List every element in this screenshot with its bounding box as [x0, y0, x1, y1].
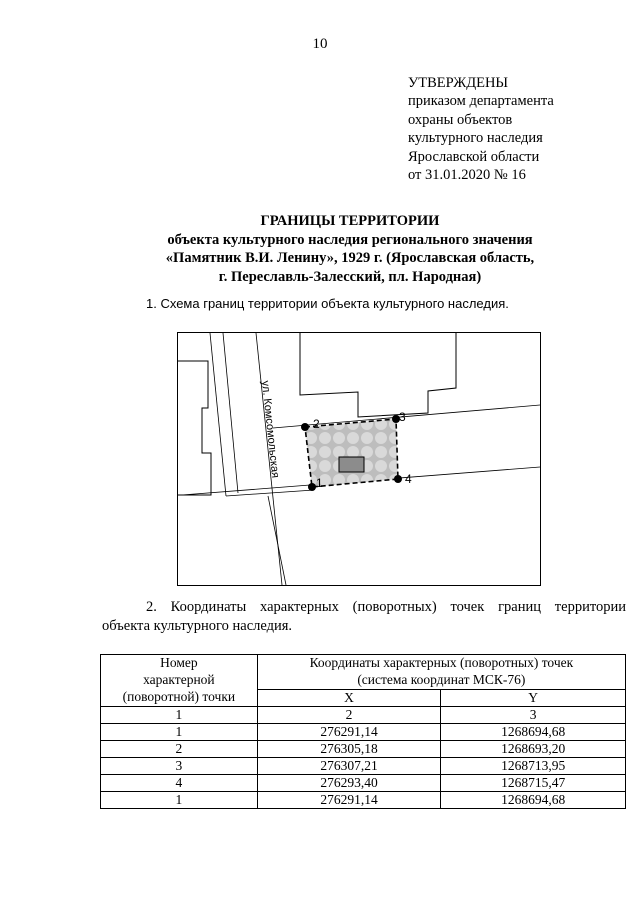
boundary-point-2	[301, 423, 309, 431]
section-1-heading: 1. Схема границ территории объекта культурного наследия.	[146, 296, 509, 311]
approval-line: приказом департамента	[408, 93, 554, 110]
point-label-2: 2	[313, 417, 320, 431]
title-line: объекта культурного наследия регионального значения	[167, 231, 533, 248]
section-2-line-1: 2. Координаты характерных (поворотных) точек границ территории	[146, 599, 626, 615]
table-row: 1 276291,14 1268694,68	[101, 723, 626, 740]
header-coordinates: Координаты характерных (поворотных) точек (система координат МСК-76)	[257, 655, 625, 690]
approval-line: охраны объектов	[408, 111, 513, 128]
map-drawing	[178, 333, 540, 585]
table-row: 3 276307,21 1268713,95	[101, 757, 626, 774]
header-x: X	[257, 689, 441, 706]
approval-line: УТВЕРЖДЕНЫ	[408, 75, 509, 91]
monument-footprint	[339, 457, 364, 472]
section-2-line-2: объекта культурного наследия.	[102, 617, 293, 634]
table-row: 1 276291,14 1268694,68	[101, 791, 626, 808]
point-label-3: 3	[399, 410, 406, 424]
point-label-1: 1	[316, 476, 323, 490]
table-row: 4 276293,40 1268715,47	[101, 774, 626, 791]
approval-line: Ярославской области	[408, 148, 540, 165]
section-2-heading	[102, 598, 626, 635]
top-building-outline	[300, 333, 456, 417]
point-label-4: 4	[405, 472, 412, 486]
header-y: Y	[441, 689, 626, 706]
title-line: ГРАНИЦЫ ТЕРРИТОРИИ	[260, 213, 440, 229]
boundary-point-4	[394, 475, 402, 483]
street-edge-left-2	[223, 333, 238, 493]
boundary-point-1	[308, 483, 316, 491]
street-edge-left	[210, 333, 226, 496]
lower-street-edge	[268, 496, 286, 585]
header-point-number: Номер характерной (поворотной) точки	[101, 655, 258, 707]
left-building-outline	[178, 361, 211, 495]
page-number: 10	[312, 36, 328, 52]
street-label: ул. Комсомольская	[259, 380, 282, 479]
title-line: «Памятник В.И. Ленину», 1929 г. (Ярославская область,	[165, 250, 535, 267]
approval-block	[408, 74, 628, 184]
table-row: 2 276305,18 1268693,20	[101, 740, 626, 757]
document-title	[60, 212, 640, 286]
title-line: г. Переславль-Залесский, пл. Народная)	[218, 268, 482, 285]
approval-line: от 31.01.2020 № 16	[408, 167, 526, 184]
column-number-row: 1 2 3	[101, 706, 626, 723]
coordinates-table	[100, 654, 626, 809]
approval-line: культурного наследия	[408, 130, 543, 147]
boundary-map	[177, 332, 541, 586]
